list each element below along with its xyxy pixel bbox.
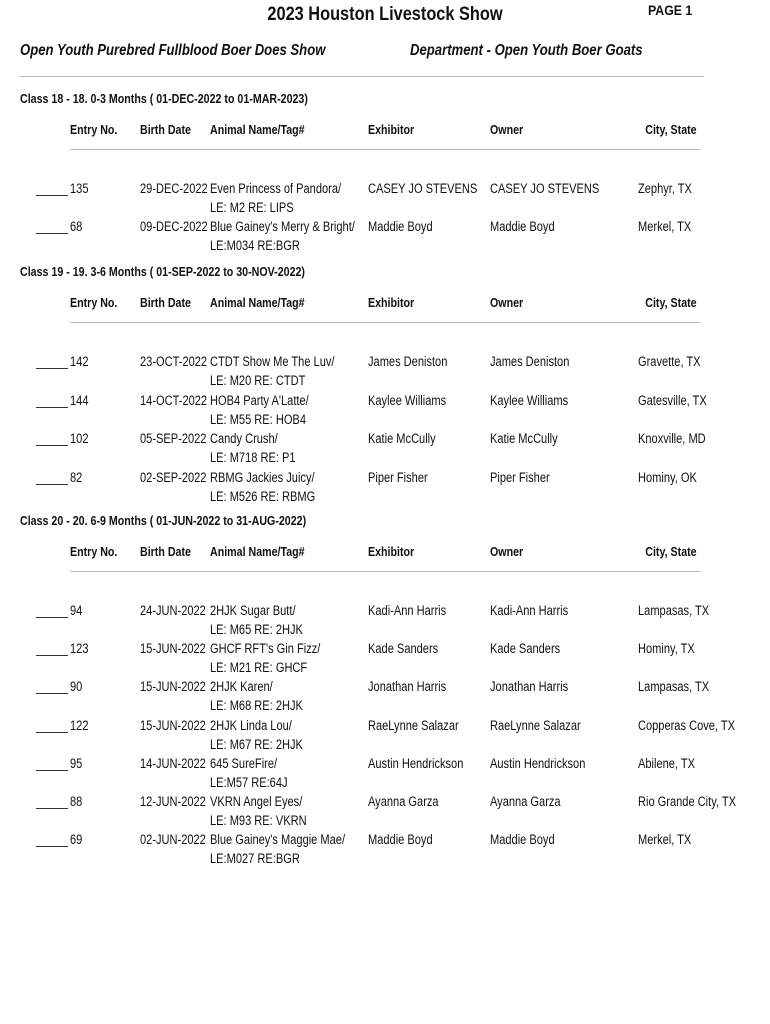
class-title: Class 18 - 18. 0-3 Months ( 01-DEC-2022 to 01-MAR-2023)	[20, 91, 308, 106]
birth-date: 02-JUN-2022	[140, 832, 206, 848]
exhibitor-name: Kade Sanders	[368, 641, 439, 657]
city-state: Gatesville, TX	[638, 392, 707, 408]
animal-name: 2HJK Karen/	[210, 679, 273, 695]
header-rule	[70, 322, 700, 323]
exhibitor-name: Kadi-Ann Harris	[368, 603, 447, 618]
column-header: Entry No.	[70, 544, 118, 559]
entry-blank-line	[36, 617, 68, 618]
exhibitor-name: CASEY JO STEVENS	[368, 181, 478, 196]
animal-name: 2HJK Linda Lou/	[210, 717, 292, 733]
animal-name: 645 SureFire/	[210, 755, 278, 771]
exhibitor-name: Maddie Boyd	[368, 219, 433, 234]
birth-date: 05-SEP-2022	[140, 431, 207, 446]
birth-date: 24-JUN-2022	[140, 603, 206, 618]
birth-date: 12-JUN-2022	[140, 793, 206, 809]
entry-blank-line	[36, 407, 68, 408]
city-state: Lampasas, TX	[638, 603, 710, 618]
entry-blank-line	[36, 233, 68, 234]
entry-number: 95	[70, 755, 83, 771]
city-state: Hominy, OK	[638, 469, 697, 485]
column-header: Owner	[490, 122, 524, 137]
show-name: Open Youth Purebred Fullblood Boer Does Show	[20, 42, 326, 59]
owner-name: RaeLynne Salazar	[490, 717, 581, 733]
entry-blank-line	[36, 484, 68, 485]
entry-blank-line	[36, 655, 68, 656]
owner-name: Austin Hendrickson	[490, 755, 586, 771]
entry-number: 144	[70, 392, 89, 408]
animal-tag: LE: M20 RE: CTDT	[210, 373, 306, 388]
animal-tag: LE: M21 RE: GHCF	[210, 660, 308, 676]
birth-date: 15-JUN-2022	[140, 679, 206, 695]
animal-name: VKRN Angel Eyes/	[210, 793, 303, 809]
class-title: Class 19 - 19. 3-6 Months ( 01-SEP-2022 to 30-NOV-2022)	[20, 264, 305, 279]
city-state: Merkel, TX	[638, 219, 692, 234]
owner-name: Kade Sanders	[490, 641, 561, 657]
entry-number: 135	[70, 181, 89, 196]
animal-tag: LE:M027 RE:BGR	[210, 851, 300, 867]
animal-name: 2HJK Sugar Butt/	[210, 603, 296, 618]
exhibitor-name: Maddie Boyd	[368, 832, 433, 848]
entry-number: 102	[70, 431, 89, 446]
animal-name: Blue Gainey's Maggie Mae/	[210, 832, 346, 848]
department-name: Department - Open Youth Boer Goats	[410, 42, 643, 59]
header-divider	[20, 76, 704, 77]
animal-name: Blue Gainey's Merry & Bright/	[210, 219, 355, 234]
birth-date: 09-DEC-2022	[140, 219, 208, 234]
exhibitor-name: Piper Fisher	[368, 469, 428, 485]
entry-number: 90	[70, 679, 83, 695]
animal-name: Candy Crush/	[210, 431, 278, 446]
animal-tag: LE: M67 RE: 2HJK	[210, 736, 303, 752]
entry-blank-line	[36, 195, 68, 196]
entry-number: 142	[70, 354, 89, 369]
city-state: Hominy, TX	[638, 641, 695, 657]
exhibitor-name: Austin Hendrickson	[368, 755, 464, 771]
column-header: City, State	[645, 122, 697, 137]
column-header: Birth Date	[140, 544, 191, 559]
entry-blank-line	[36, 445, 68, 446]
city-state: Lampasas, TX	[638, 679, 710, 695]
entry-number: 69	[70, 832, 83, 848]
owner-name: Kadi-Ann Harris	[490, 603, 569, 618]
city-state: Gravette, TX	[638, 354, 701, 369]
entry-number: 68	[70, 219, 83, 234]
animal-tag: LE: M526 RE: RBMG	[210, 488, 316, 504]
column-header: Birth Date	[140, 122, 191, 137]
owner-name: Maddie Boyd	[490, 832, 555, 848]
column-header: Exhibitor	[368, 544, 415, 559]
entry-blank-line	[36, 770, 68, 771]
owner-name: Ayanna Garza	[490, 793, 561, 809]
city-state: Copperas Cove, TX	[638, 717, 736, 733]
entry-blank-line	[36, 693, 68, 694]
exhibitor-name: Katie McCully	[368, 431, 436, 446]
entry-blank-line	[36, 846, 68, 847]
report-title: 2023 Houston Livestock Show	[267, 4, 503, 25]
animal-name: HOB4 Party A'Latte/	[210, 392, 309, 408]
animal-tag: LE: M68 RE: 2HJK	[210, 698, 303, 714]
column-header: City, State	[645, 295, 697, 310]
exhibitor-name: Jonathan Harris	[368, 679, 447, 695]
column-header: Owner	[490, 544, 524, 559]
exhibitor-name: Ayanna Garza	[368, 793, 439, 809]
entry-blank-line	[36, 808, 68, 809]
owner-name: Kaylee Williams	[490, 392, 569, 408]
column-header: Exhibitor	[368, 122, 415, 137]
city-state: Abilene, TX	[638, 755, 696, 771]
animal-name: RBMG Jackies Juicy/	[210, 469, 315, 485]
column-header: Animal Name/Tag#	[210, 295, 305, 310]
birth-date: 23-OCT-2022	[140, 354, 208, 369]
animal-tag: LE: M55 RE: HOB4	[210, 411, 306, 427]
column-header: Animal Name/Tag#	[210, 122, 305, 137]
animal-tag: LE:M57 RE:64J	[210, 774, 288, 790]
animal-tag: LE: M93 RE: VKRN	[210, 812, 307, 828]
entry-number: 123	[70, 641, 89, 657]
page-number: PAGE 1	[648, 2, 693, 18]
column-header: Exhibitor	[368, 295, 415, 310]
owner-name: Katie McCully	[490, 431, 558, 446]
entry-number: 94	[70, 603, 83, 618]
city-state: Knoxville, MD	[638, 431, 706, 446]
animal-tag: LE: M2 RE: LIPS	[210, 200, 294, 215]
birth-date: 14-JUN-2022	[140, 755, 206, 771]
entry-number: 88	[70, 793, 83, 809]
city-state: Zephyr, TX	[638, 181, 692, 196]
city-state: Merkel, TX	[638, 832, 692, 848]
owner-name: Piper Fisher	[490, 469, 550, 485]
column-header: City, State	[645, 544, 697, 559]
animal-tag: LE:M034 RE:BGR	[210, 238, 300, 253]
column-header: Entry No.	[70, 122, 118, 137]
entry-blank-line	[36, 732, 68, 733]
animal-tag: LE: M718 RE: P1	[210, 450, 296, 465]
column-header: Birth Date	[140, 295, 191, 310]
owner-name: Jonathan Harris	[490, 679, 569, 695]
exhibitor-name: James Deniston	[368, 354, 448, 369]
animal-name: CTDT Show Me The Luv/	[210, 354, 335, 369]
entry-number: 122	[70, 717, 89, 733]
exhibitor-name: Kaylee Williams	[368, 392, 447, 408]
birth-date: 29-DEC-2022	[140, 181, 208, 196]
exhibitor-name: RaeLynne Salazar	[368, 717, 459, 733]
class-title: Class 20 - 20. 6-9 Months ( 01-JUN-2022 to 31-AUG-2022)	[20, 513, 307, 528]
city-state: Rio Grande City, TX	[638, 793, 737, 809]
entry-blank-line	[36, 368, 68, 369]
header-rule	[70, 149, 700, 150]
column-header: Entry No.	[70, 295, 118, 310]
animal-name: Even Princess of Pandora/	[210, 181, 342, 196]
owner-name: Maddie Boyd	[490, 219, 555, 234]
owner-name: James Deniston	[490, 354, 570, 369]
birth-date: 15-JUN-2022	[140, 717, 206, 733]
birth-date: 15-JUN-2022	[140, 641, 206, 657]
column-header: Owner	[490, 295, 524, 310]
header-rule	[70, 571, 700, 572]
animal-name: GHCF RFT's Gin Fizz/	[210, 641, 321, 657]
owner-name: CASEY JO STEVENS	[490, 181, 600, 196]
birth-date: 14-OCT-2022	[140, 392, 208, 408]
animal-tag: LE: M65 RE: 2HJK	[210, 622, 303, 637]
entry-number: 82	[70, 469, 83, 485]
birth-date: 02-SEP-2022	[140, 469, 207, 485]
column-header: Animal Name/Tag#	[210, 544, 305, 559]
